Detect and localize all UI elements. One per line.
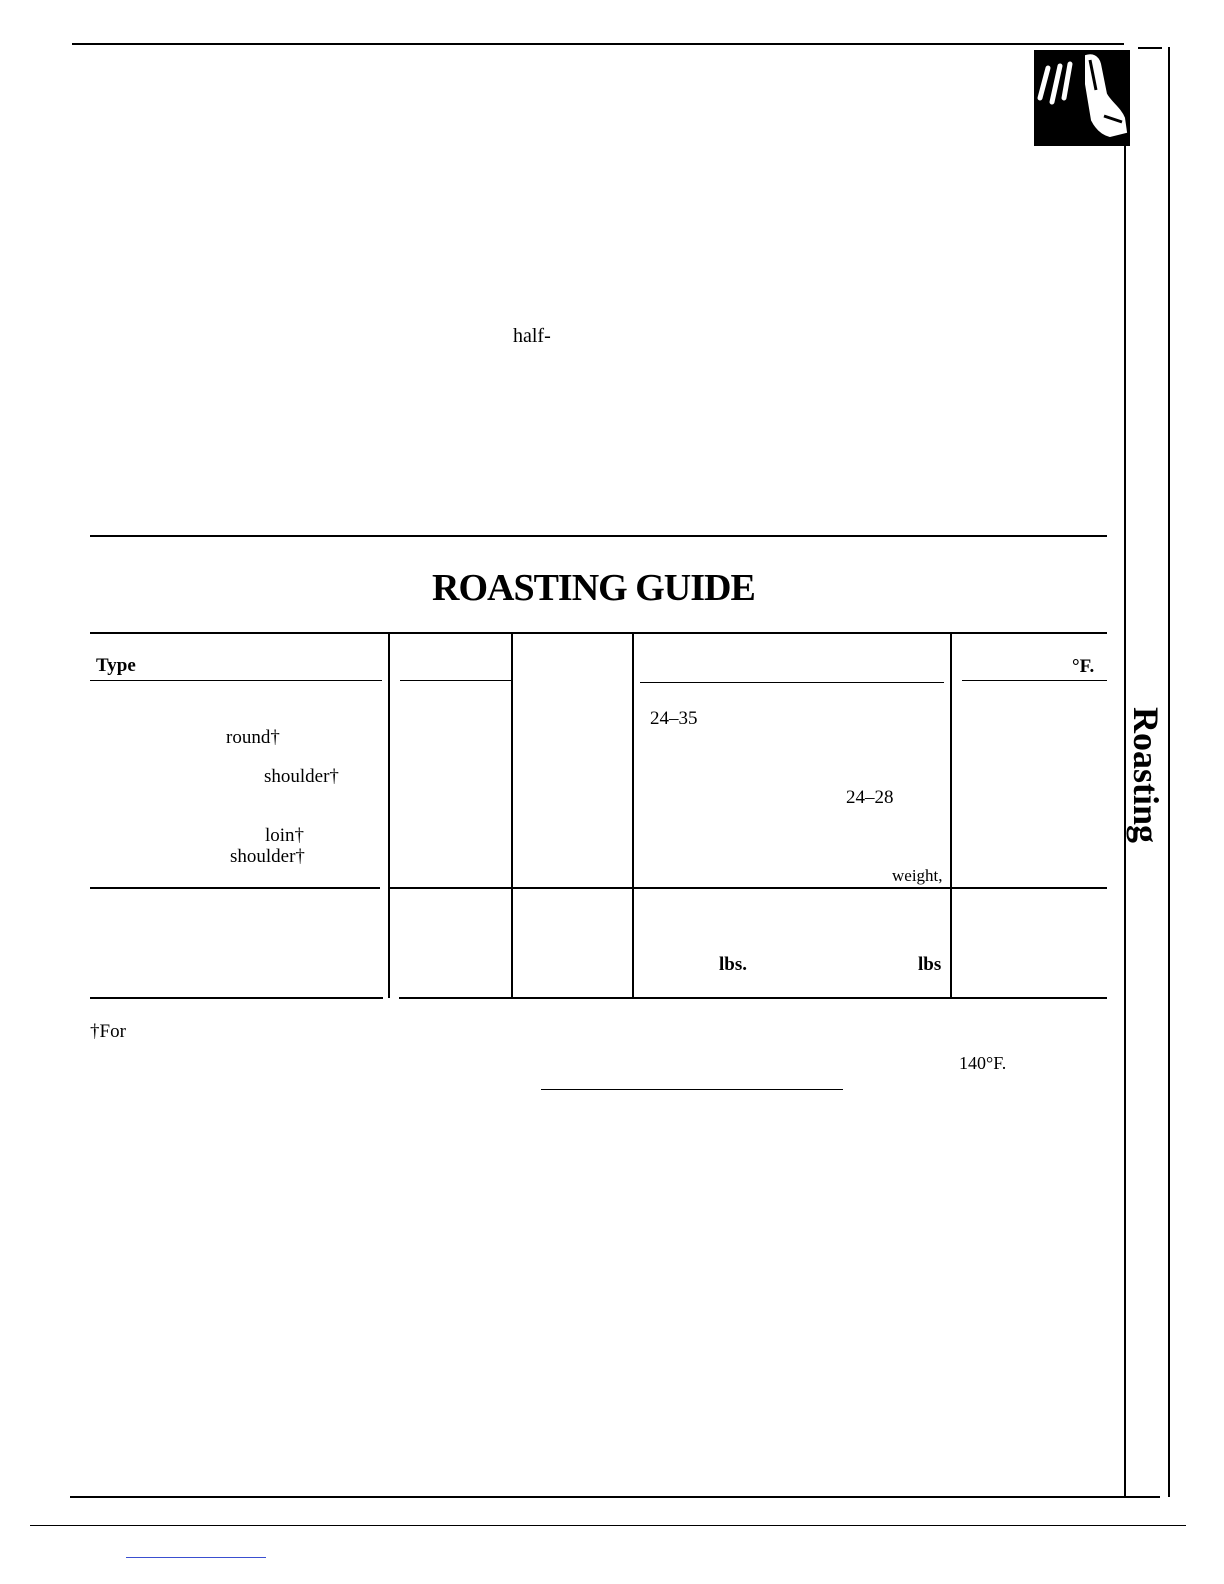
row1-time-24-28: 24–28	[846, 787, 894, 808]
header-underline-time	[640, 682, 944, 683]
row-separator	[390, 887, 1107, 889]
hand-pointing-icon	[1034, 50, 1130, 146]
col-sep-1	[388, 632, 390, 998]
row1-type-loin: loin†	[265, 825, 305, 846]
section-tab-label: Roasting	[1126, 706, 1166, 844]
section-divider	[90, 535, 1107, 537]
row-separator-type	[90, 887, 380, 889]
top-rule-right	[1138, 47, 1162, 49]
header-underline-type	[90, 680, 382, 681]
row1-time-weight: weight,	[892, 866, 943, 885]
header-underline-temp	[962, 680, 1107, 681]
page-title: ROASTING GUIDE	[432, 567, 755, 609]
bottom-rule	[70, 1496, 1160, 1498]
header-temp-unit: °F.	[1072, 656, 1095, 677]
row1-type-shoulder: shoulder†	[264, 766, 339, 787]
col-sep-4	[950, 634, 952, 998]
footnote-temp: 140°F.	[959, 1053, 1007, 1073]
row2-time-lbs-2: lbs	[918, 954, 942, 975]
col-sep-2	[511, 634, 513, 998]
section-tab	[1118, 700, 1174, 850]
row1-type-round: round†	[226, 727, 280, 748]
footer-link-line	[126, 1557, 266, 1558]
page-footer-rule	[30, 1525, 1186, 1526]
row2-time-lbs: lbs.	[719, 954, 747, 975]
intro-fragment: half-	[513, 325, 551, 347]
header-type: Type	[96, 655, 136, 676]
top-rule	[72, 43, 1124, 45]
table-bottom-rule-type	[90, 997, 383, 999]
row1-type-shoulder-2: shoulder†	[230, 846, 305, 867]
row1-time-24-35: 24–35	[650, 708, 698, 729]
col-sep-3	[632, 634, 634, 998]
header-underline-weight	[400, 680, 512, 681]
table-top-rule	[90, 632, 1107, 634]
footnote-dagger: †For	[90, 1021, 126, 1042]
table-bottom-rule	[399, 997, 1107, 999]
footnote-underline	[541, 1089, 843, 1090]
